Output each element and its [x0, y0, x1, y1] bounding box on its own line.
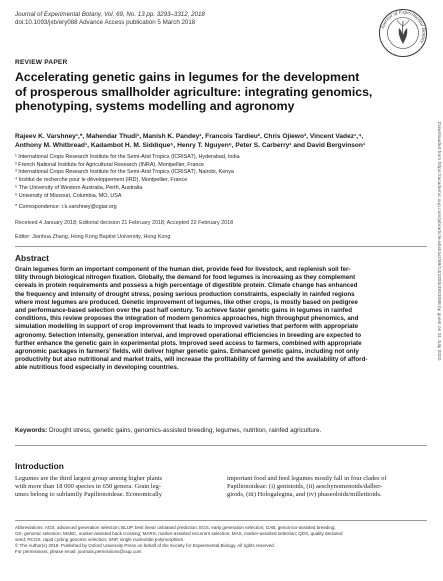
abstract-line: productivity but also nutritional and market traits, will increase the profitability of farming and the availability of afford- [15, 356, 368, 364]
abstract-line: the frequency and intensity of drought stress, posing serious production constraints, especially in rainfed regions [15, 290, 355, 298]
divider [15, 246, 427, 247]
affiliations [15, 154, 415, 200]
abstract-heading: Abstract [15, 253, 49, 263]
abstract-line: cereals in protein requirements and possess a high percentage of digestible protein. Climate change has enhanced [15, 282, 358, 290]
doi-line: doi:10.1093/jxb/ery088 Advance Access publication 5 March 2018 [15, 19, 196, 26]
download-watermark-text: Downloaded from https://academic.oup.com/jxb/article-abstract/69/13/3293/4923088 by guest on 01 July 2020 [436, 122, 441, 361]
body-column-left [15, 475, 215, 499]
abstract-line: agronomy. Selection intensity, generation interval, and improved operational efficiencies in breeding are expected to [15, 331, 362, 339]
abstract-line: and performance-based selection over the past half century. To achieve faster genetic gains in legumes in rainfed [15, 306, 353, 314]
footnotes [15, 525, 425, 555]
keywords [15, 427, 427, 435]
abstract-line: agronomic packages in farmers’ fields, will deliver higher genetic gains. Enhanced genetic gains, including not only [15, 347, 359, 355]
title-line: phenotyping, systems modelling and agronomy [15, 99, 295, 114]
title-line: of prosperous smallholder agriculture: integrating genomics, [15, 84, 373, 99]
keywords-label: Keywords: [15, 427, 48, 434]
abstract-line: able nutritious food especially in developing countries. [15, 364, 179, 372]
paper-title [15, 70, 410, 114]
footnote-line: © The Author(s) 2018. Published by Oxford University Press on behalf of the Society for Experimental Biology. All rights reserved. [15, 543, 275, 549]
abstract-line: tility through biological nitrogen fixation. Globally, the demand for food legumes is increasing as they complement [15, 274, 356, 282]
svg-text:Journal of Experimental Botany: Journal of Experimental Botany [379, 9, 427, 44]
footnote-line: seed; RCGS, rapid cycling genomic selection; SNP, single nucleotide polymorphism. [15, 537, 185, 543]
footnote-line: GS, genomic selection; MABC, marker-assisted back crossing; MARS, marker-assisted recurrent selection; MAS, marker-assisted selection; QDS, quality declared [15, 531, 343, 537]
body-line: Papilionoideae: (i) genistoids, (ii) aeschynomenoids/dalber- [227, 482, 383, 490]
body-line: umes belong to subfamily Papilionoideae. Economically [15, 490, 162, 498]
abstract-line: Grain legumes form an important component of the human diet, provide feed for livestock, and replenish soil fer- [15, 266, 351, 273]
body-line: with more than 18 000 species in 650 genera. Grain leg- [15, 482, 162, 490]
journal-seal-logo [378, 8, 428, 58]
affiliation-item: ² French National Institute for Agricultural Research (INRA), Montpellier, France [15, 161, 205, 168]
author-list [15, 132, 415, 150]
affiliation-item: ³ International Crops Research Institute for the Semi-Arid Tropics (ICRISAT), Nairobi, Kenya [15, 169, 234, 176]
journal-citation: Journal of Experimental Botany, Vol. 69, No. 13 pp. 3293–3312, 2018 [15, 11, 205, 18]
abstract-line: where most legumes are produced. Genetic improvement of legumes, like other crops, is mostly based on pedigree [15, 298, 358, 306]
article-type: REVIEW PAPER [15, 59, 68, 66]
body-line: important food and feed legumes mostly fall in four clades of [227, 475, 387, 482]
correspondence-email: * Correspondence: r.k.varshney@cgiar.org [15, 204, 117, 210]
title-line: Accelerating genetic gains in legumes for the development [15, 70, 360, 84]
download-watermark [432, 120, 440, 540]
author-line: Anthony M. Whitbread¹, Kadambot H. M. Siddique⁵, Henry T. Nguyen⁶, Peter S. Carberry¹ and David Bergvinson¹ [15, 142, 366, 150]
footnote-line: For permissions, please email: journals.permissions@oup.com [15, 549, 142, 555]
abstract-line: further enhance the genetic gain in experimental plots. Improved seed access to farmers, combined with appropriate [15, 339, 362, 347]
affiliation-item: ⁴ Institut de recherche pour le développement (IRD), Montpellier, France [15, 177, 188, 184]
divider [15, 520, 427, 521]
affiliation-item: ⁵ The University of Western Australia, Perth, Australia [15, 184, 143, 191]
body-line: gioids, (iii) Hologalegina, and (iv) phaseoloids/millettioids. [227, 490, 382, 498]
affiliation-item: ⁶ University of Missouri, Columbia, MO, USA [15, 192, 122, 199]
affiliation-item: ¹ International Crops Research Institute for the Semi-Arid Tropics (ICRISAT), Hyderabad, India [15, 154, 240, 160]
keywords-text: Drought stress, genetic gains, genomics-assisted breeding, legumes, nutrition, rainfed agriculture. [48, 427, 322, 434]
introduction-heading: Introduction [15, 461, 64, 471]
abstract-body [15, 266, 427, 372]
body-column-right [227, 475, 427, 499]
abstract-line: simulation modelling in support of crop improvement that leads to improved varieties that perform with appropriate [15, 323, 359, 331]
author-line: Rajeev K. Varshney¹,*, Mahendar Thudi¹, Manish K. Pandey¹, Francois Tardieu², Chris Ojiewo³, Vincent Vadez¹,⁴, [15, 133, 364, 140]
footnote-line: Abbreviations: AGS, advanced generation selection; BLUP, best linear unbiased prediction; EGS, early generation selection; GAB, genomics-assisted breeding; [15, 525, 336, 530]
abstract-line: conditions, this review proposes the integration of modern genomics approaches, high throughput phenomics, and [15, 315, 359, 323]
divider [15, 445, 427, 446]
body-line: Legumes are the third largest group among higher plants [15, 475, 163, 482]
handling-editor: Editor: Jianhua Zhang, Hong Kong Baptist University, Hong Kong [15, 234, 171, 240]
received-dates: Received 4 January 2018; Editorial decision 21 February 2018; Accepted 22 February 2018 [15, 220, 234, 226]
